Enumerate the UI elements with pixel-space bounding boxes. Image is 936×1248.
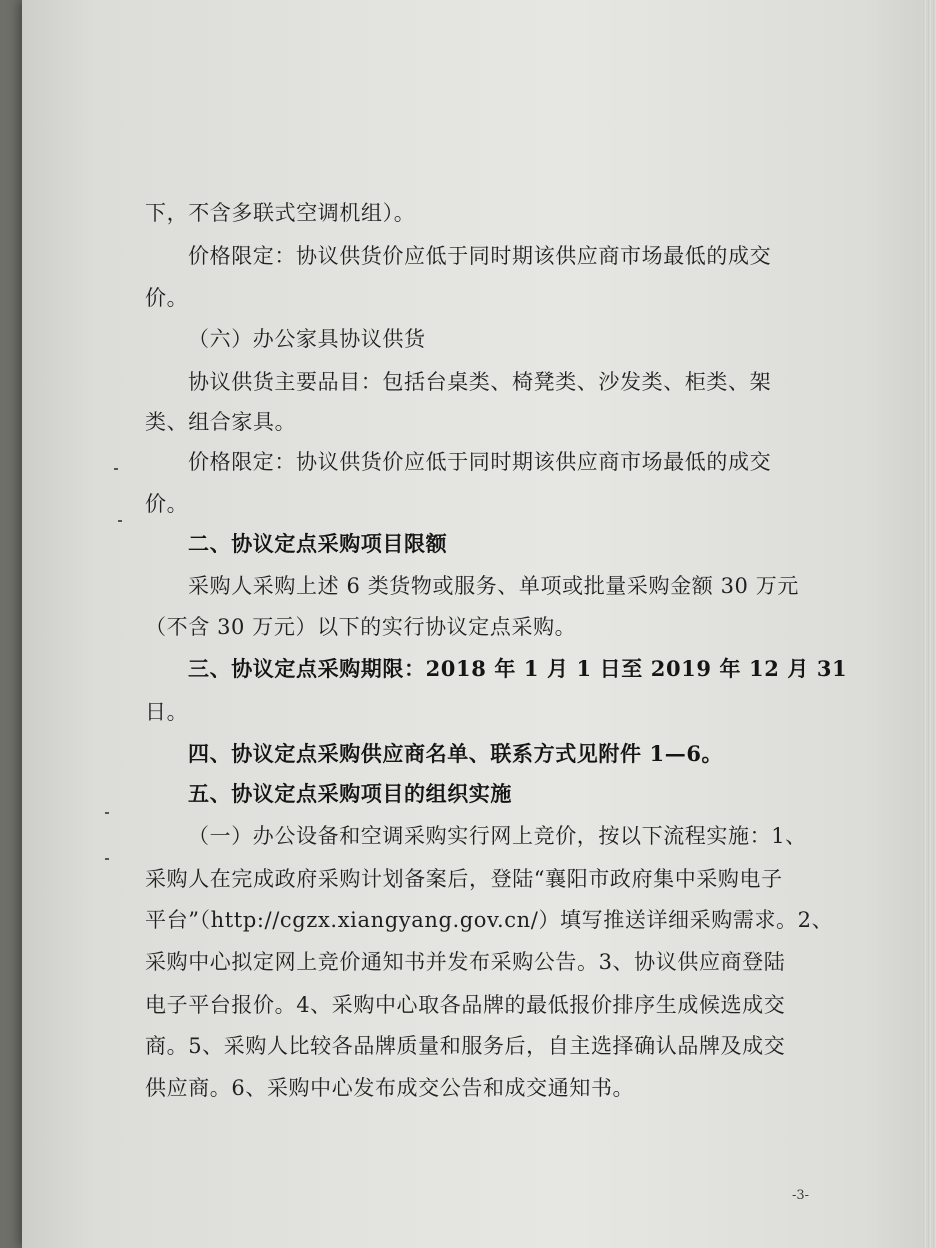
body-line: 商。5、采购人比较各品牌质量和服务后，自主选择确认品牌及成交 — [145, 1034, 786, 1058]
margin-mark — [114, 468, 118, 470]
body-line: 平台”（http://cgzx.xiangyang.gov.cn/）填写推送详细采购需求。2、 — [145, 908, 834, 932]
body-line: （一）办公设备和空调采购实行网上竞价，按以下流程实施：1、 — [188, 824, 807, 848]
body-line: 电子平台报价。4、采购中心取各品牌的最低报价排序生成候选成交 — [145, 993, 786, 1017]
body-line: （不含 30 万元）以下的实行协议定点采购。 — [145, 615, 577, 639]
body-line: 价。 — [145, 286, 189, 310]
page-number: -3- — [792, 1188, 810, 1203]
margin-mark — [105, 858, 109, 860]
body-line: 价格限定：协议供货价应低于同时期该供应商市场最低的成交 — [188, 450, 772, 474]
body-line: 日。 — [145, 700, 189, 724]
body-line: 类、组合家具。 — [145, 410, 297, 434]
section-heading: 四、协议定点采购供应商名单、联系方式见附件 1—6。 — [188, 741, 724, 766]
body-line: 采购人采购上述 6 类货物或服务、单项或批量采购金额 30 万元 — [188, 574, 799, 598]
body-line: 协议供货主要品目：包括台桌类、椅凳类、沙发类、柜类、架 — [188, 370, 772, 394]
body-line: 价。 — [145, 492, 189, 516]
section-heading: 五、协议定点采购项目的组织实施 — [188, 781, 512, 806]
section-heading: 二、协议定点采购项目限额 — [188, 531, 448, 556]
margin-mark — [118, 520, 122, 522]
section-subheading: （六）办公家具协议供货 — [188, 327, 426, 351]
margin-mark — [105, 812, 109, 814]
body-line: 价格限定：协议供货价应低于同时期该供应商市场最低的成交 — [188, 244, 772, 268]
body-line: 下，不含多联式空调机组）。 — [145, 201, 416, 225]
body-line: 采购中心拟定网上竞价通知书并发布采购公告。3、协议供应商登陆 — [145, 950, 786, 974]
section-heading: 三、协议定点采购期限：2018 年 1 月 1 日至 2019 年 12 月 31 — [188, 656, 848, 681]
document-page — [22, 0, 936, 1248]
page-stack-edge — [922, 0, 936, 1248]
body-line: 供应商。6、采购中心发布成交公告和成交通知书。 — [145, 1076, 635, 1100]
body-line: 采购人在完成政府采购计划备案后，登陆“襄阳市政府集中采购电子 — [145, 867, 783, 891]
